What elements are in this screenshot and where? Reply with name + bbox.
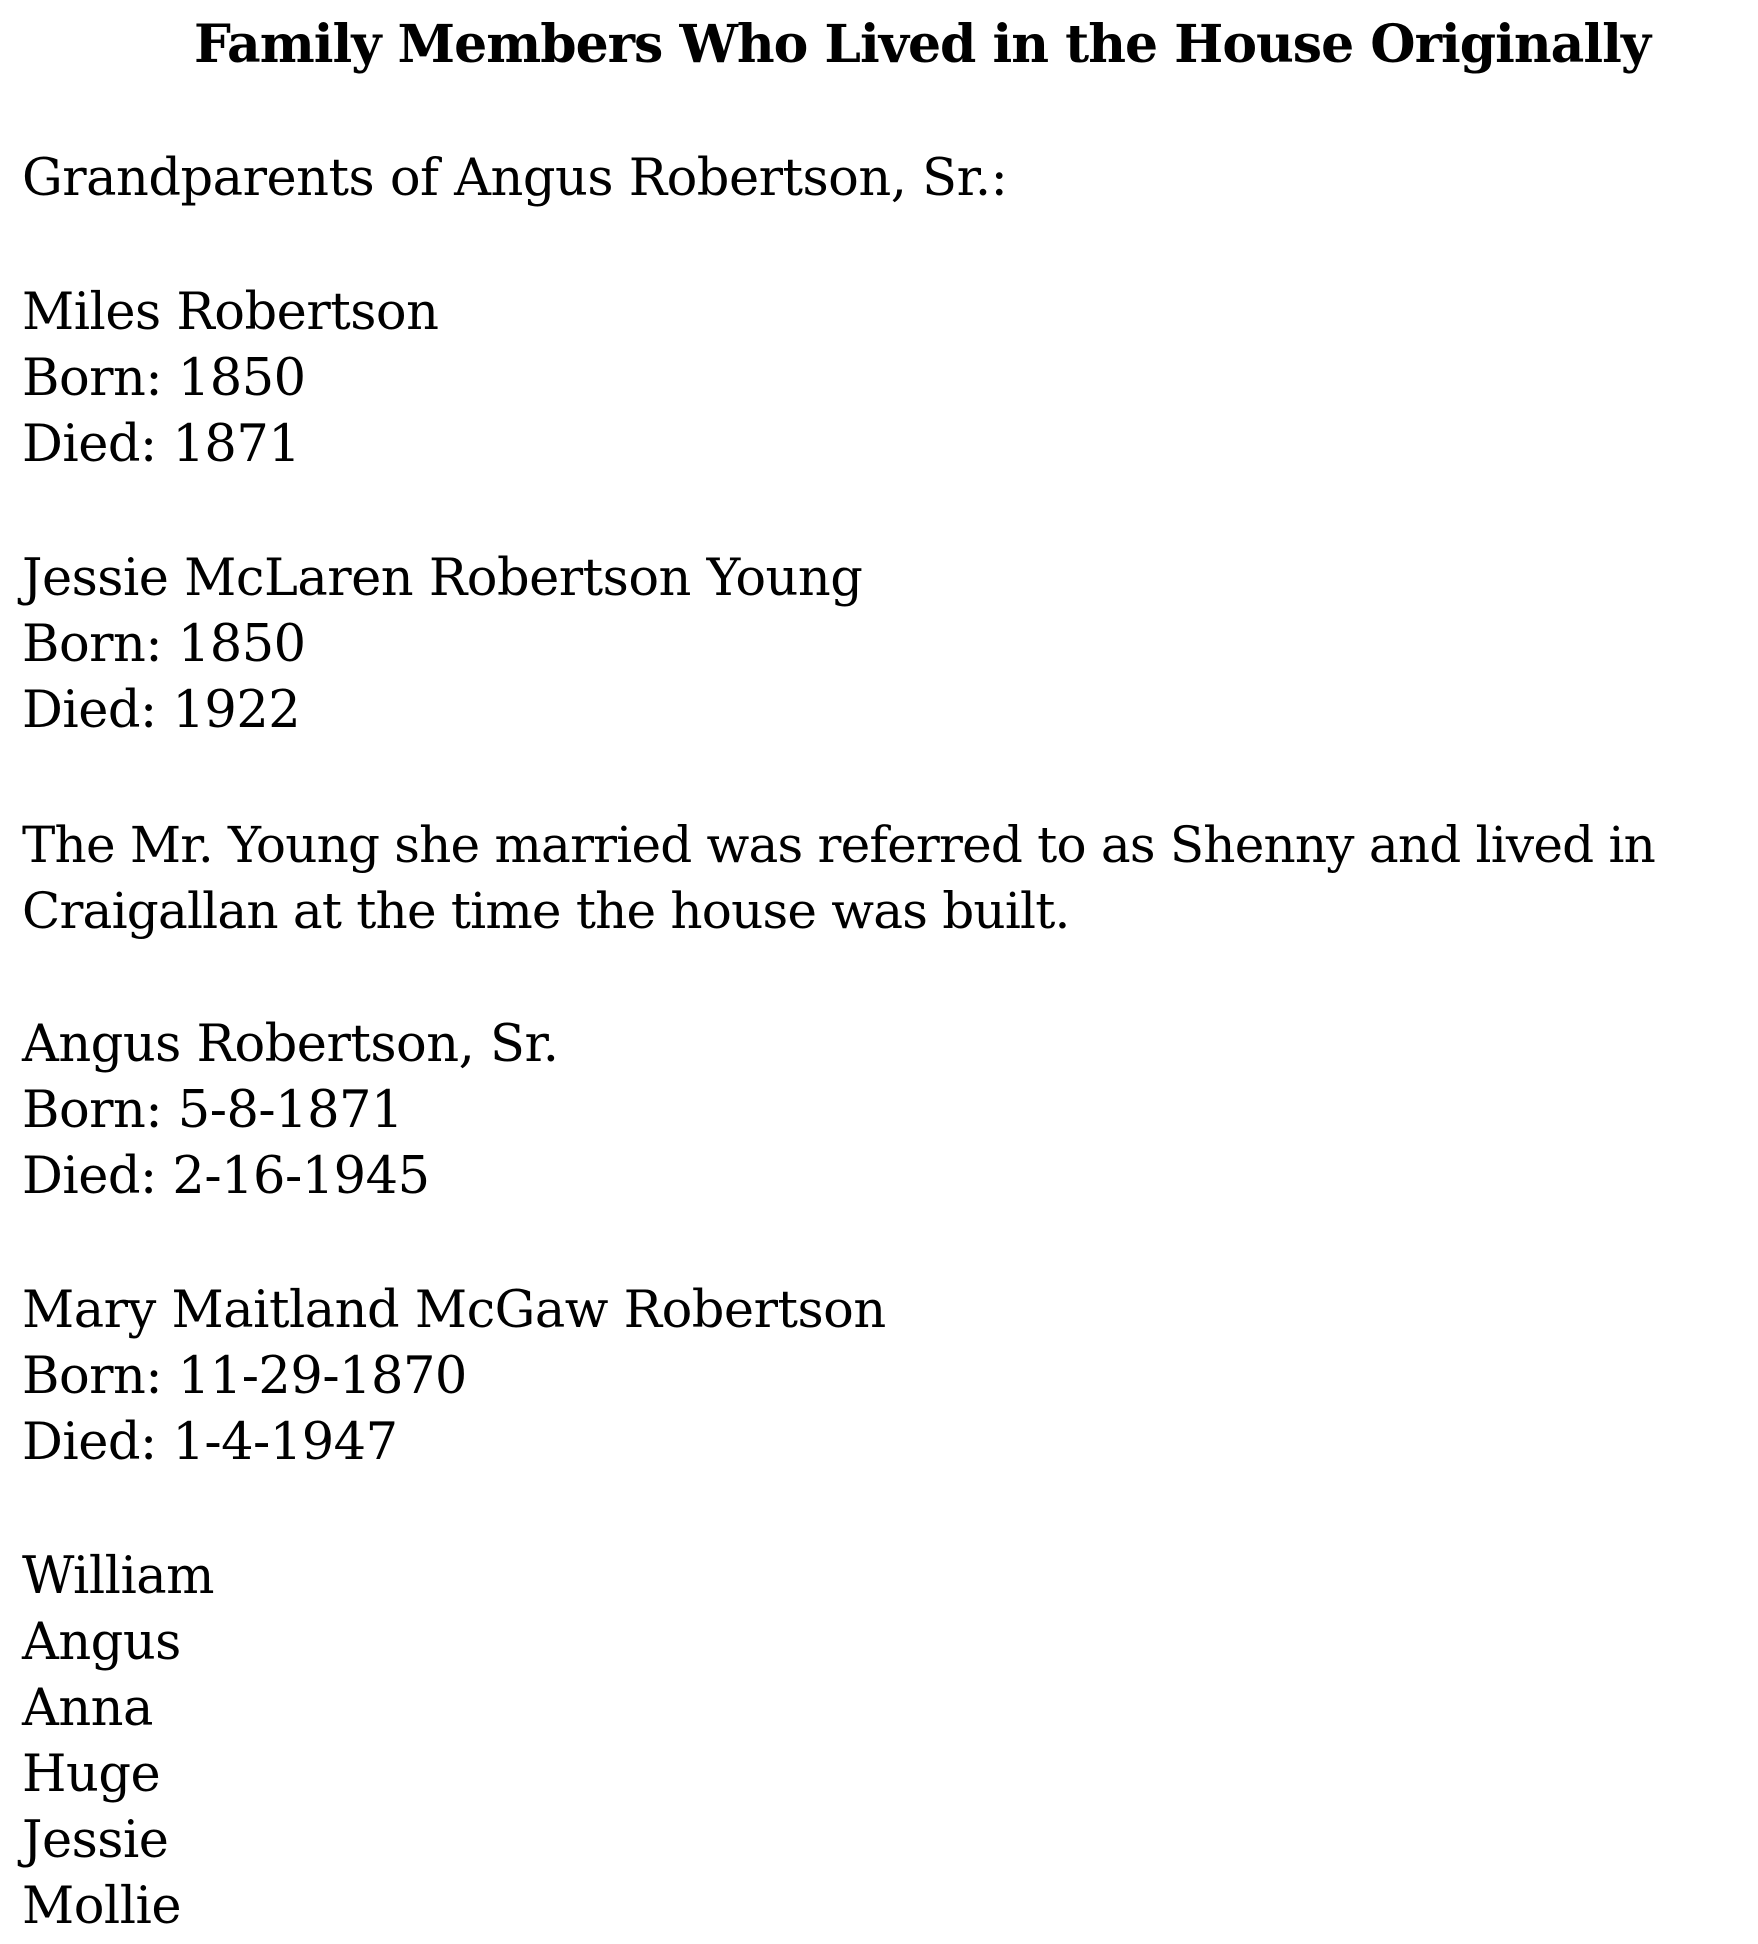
- person-born: Born: 5-8-1871: [22, 1081, 403, 1140]
- child-name: Mollie: [22, 1877, 182, 1936]
- child-name: Angus: [22, 1613, 181, 1672]
- note-line-2: Craigallan at the time the house was built.: [22, 882, 1070, 940]
- child-name: Anna: [22, 1679, 153, 1738]
- page-title: Family Members Who Lived in the House Originally: [193, 14, 1651, 75]
- person-born: Born: 11-29-1870: [22, 1347, 467, 1406]
- person-died: Died: 1-4-1947: [22, 1413, 398, 1472]
- person-name: Miles Robertson: [22, 283, 439, 342]
- person-name: Mary Maitland McGaw Robertson: [22, 1281, 886, 1340]
- person-name: Angus Robertson, Sr.: [22, 1015, 559, 1074]
- person-born: Born: 1850: [22, 349, 306, 408]
- person-died: Died: 1922: [22, 681, 301, 740]
- child-name: Huge: [22, 1745, 161, 1804]
- person-born: Born: 1850: [22, 615, 306, 674]
- person-died: Died: 1871: [22, 415, 301, 474]
- person-name: Jessie McLaren Robertson Young: [22, 549, 863, 608]
- intro-heading: Grandparents of Angus Robertson, Sr.:: [22, 149, 1008, 208]
- note-line-1: The Mr. Young she married was referred to as Shenny and lived in: [22, 816, 1656, 874]
- person-died: Died: 2-16-1945: [22, 1147, 430, 1206]
- child-name: William: [22, 1547, 215, 1606]
- child-name: Jessie: [22, 1811, 169, 1870]
